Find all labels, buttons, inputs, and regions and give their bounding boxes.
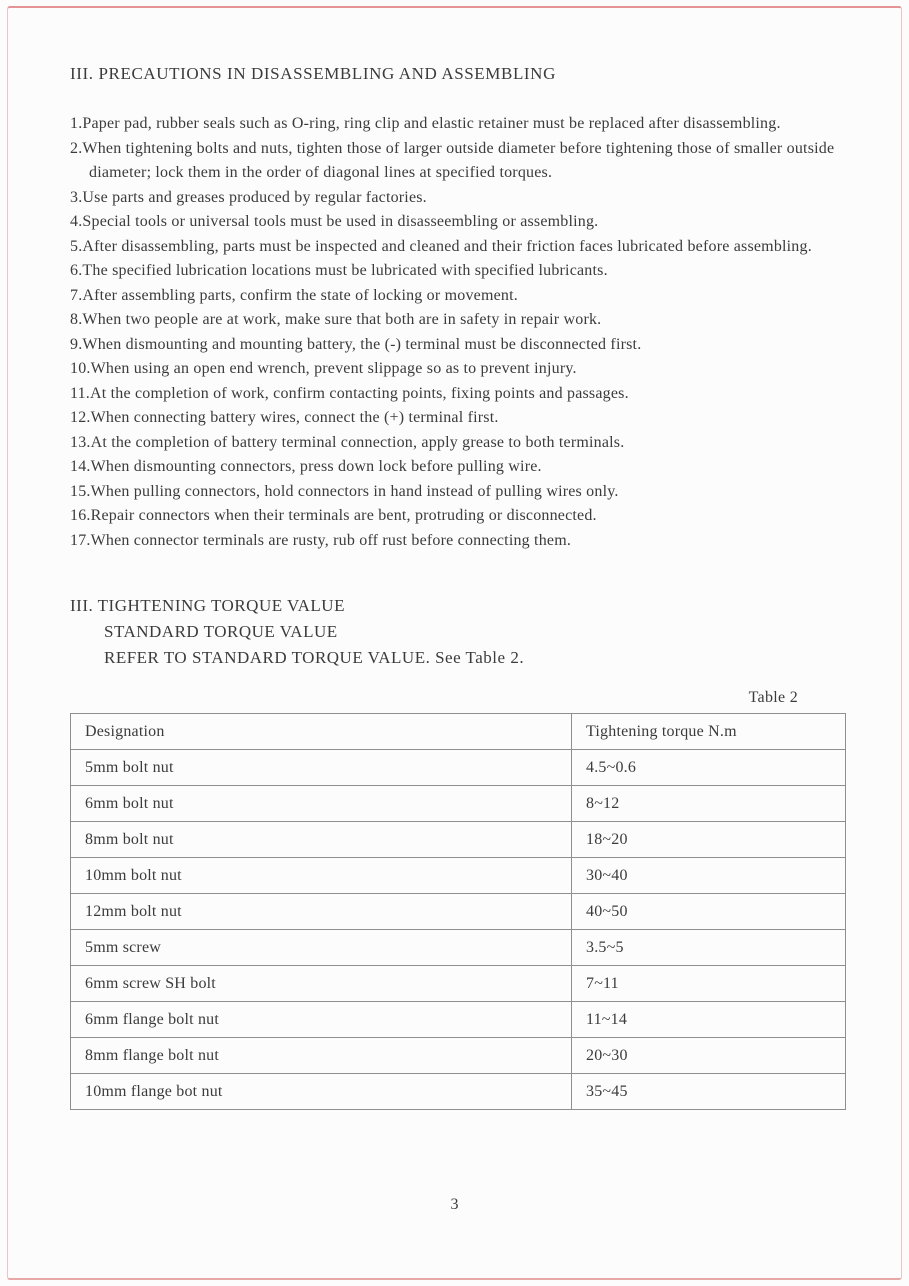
table-cell: 3.5~5 <box>572 930 846 966</box>
table-caption: Table 2 <box>748 689 798 706</box>
table-cell: 8mm flange bolt nut <box>71 1038 572 1074</box>
table-row <box>71 786 846 822</box>
table-cell: 30~40 <box>572 858 846 894</box>
table-cell: 10mm bolt nut <box>71 858 572 894</box>
precaution-item: 14.When dismounting connectors, press down lock before pulling wire. <box>70 458 542 475</box>
precaution-item: 8.When two people are at work, make sure that both are in safety in repair work. <box>70 311 602 328</box>
table-row <box>71 894 846 930</box>
page-number: 3 <box>450 1196 459 1213</box>
precaution-item: 13.At the completion of battery terminal connection, apply grease to both terminals. <box>70 433 625 451</box>
precaution-item: 5.After disassembling, parts must be inspected and cleaned and their friction faces lubricated before assembling. <box>70 237 812 255</box>
table-cell: 18~20 <box>572 822 846 858</box>
section-precautions-title: III. PRECAUTIONS IN DISASSEMBLING AND ASSEMBLING <box>70 64 556 83</box>
section-torque-heading <box>70 593 856 671</box>
table-cell: 8~12 <box>572 786 846 822</box>
torque-heading-line2: STANDARD TORQUE VALUE <box>104 622 338 641</box>
table-row <box>71 1038 846 1074</box>
torque-heading-line3: REFER TO STANDARD TORQUE VALUE. See Table 2. <box>104 648 525 667</box>
table-cell: 5mm screw <box>71 930 572 966</box>
table-header-cell: Tightening torque N.m <box>572 714 846 750</box>
precautions-list <box>70 112 856 553</box>
table-cell: 40~50 <box>572 894 846 930</box>
precaution-item: 2.When tightening bolts and nuts, tighten those of larger outside diameter before tightening those of smaller outside diameter; lock them in the order of diagonal lines at specified torques. <box>70 139 835 181</box>
table-cell: 11~14 <box>572 1002 846 1038</box>
table-cell: 12mm bolt nut <box>71 894 572 930</box>
torque-table <box>70 713 846 1110</box>
table-cell: 35~45 <box>572 1074 846 1110</box>
precaution-item: 1.Paper pad, rubber seals such as O-ring, ring clip and elastic retainer must be replaced after disassembling. <box>70 115 781 132</box>
precaution-item: 6.The specified lubrication locations must be lubricated with specified lubricants. <box>70 262 608 279</box>
precaution-item: 9.When dismounting and mounting battery, the (-) terminal must be disconnected first. <box>70 335 642 353</box>
table-cell: 6mm screw SH bolt <box>71 966 572 1002</box>
precaution-item: 7.After assembling parts, confirm the state of locking or movement. <box>70 286 518 304</box>
table-row <box>71 858 846 894</box>
table-cell: 4.5~0.6 <box>572 750 846 786</box>
precaution-item: 16.Repair connectors when their terminals are bent, protruding or disconnected. <box>70 507 597 524</box>
table-cell: 6mm bolt nut <box>71 786 572 822</box>
table-cell: 8mm bolt nut <box>71 822 572 858</box>
table-row <box>71 930 846 966</box>
torque-table-body <box>71 750 846 1110</box>
table-cell: 6mm flange bolt nut <box>71 1002 572 1038</box>
torque-table-head-row <box>71 714 846 750</box>
table-cell: 5mm bolt nut <box>71 750 572 786</box>
precaution-item: 3.Use parts and greases produced by regular factories. <box>70 188 427 206</box>
table-row <box>71 1002 846 1038</box>
table-cell: 7~11 <box>572 966 846 1002</box>
precaution-item: 10.When using an open end wrench, prevent slippage so as to prevent injury. <box>70 360 577 377</box>
table-row <box>71 750 846 786</box>
precaution-item: 12.When connecting battery wires, connect the (+) terminal first. <box>70 409 499 426</box>
precaution-item: 11.At the completion of work, confirm contacting points, fixing points and passages. <box>70 384 629 402</box>
precaution-item: 15.When pulling connectors, hold connectors in hand instead of pulling wires only. <box>70 482 619 500</box>
torque-heading-line1: III. TIGHTENING TORQUE VALUE <box>70 596 345 615</box>
table-header-cell: Designation <box>71 714 572 750</box>
table-row <box>71 1074 846 1110</box>
precaution-item: 17.When connector terminals are rusty, rub off rust before connecting them. <box>70 531 572 549</box>
table-row <box>71 966 846 1002</box>
page-content <box>70 64 856 1110</box>
table-cell: 20~30 <box>572 1038 846 1074</box>
table-row <box>71 822 846 858</box>
table-cell: 10mm flange bot nut <box>71 1074 572 1110</box>
precaution-item: 4.Special tools or universal tools must be used in disasseembling or assembling. <box>70 213 599 230</box>
